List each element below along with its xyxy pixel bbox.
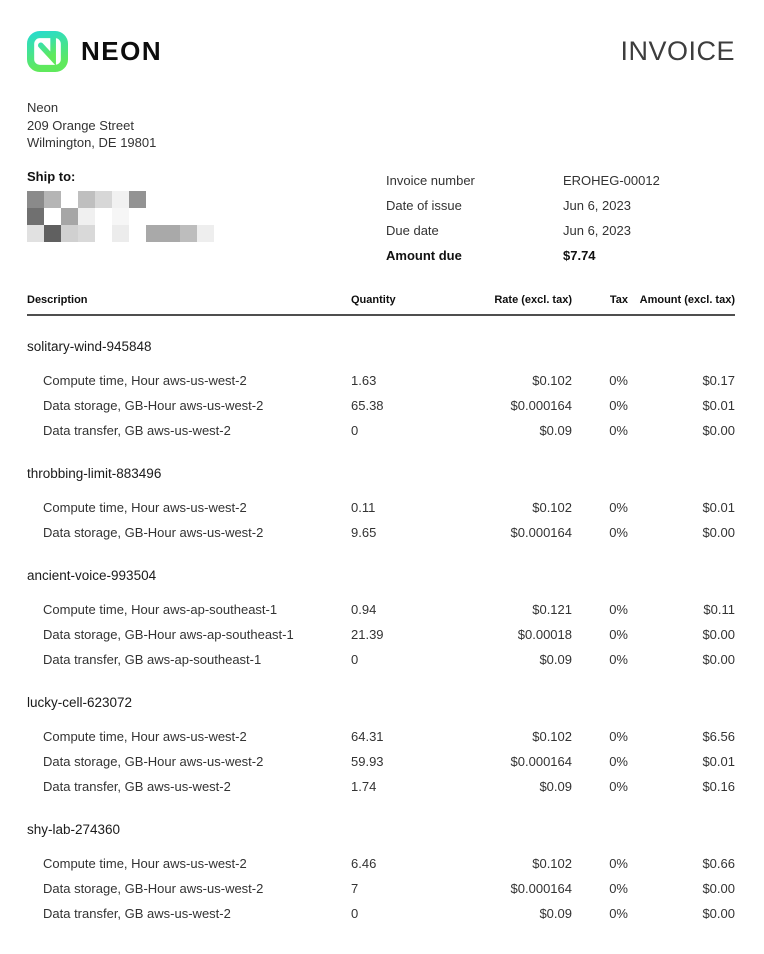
item-rate: $0.09 bbox=[539, 905, 572, 921]
line-item-row bbox=[27, 647, 735, 672]
brand bbox=[27, 31, 162, 72]
item-quantity: 0.11 bbox=[351, 499, 376, 515]
item-quantity: 0.94 bbox=[351, 601, 377, 617]
item-amount: $0.66 bbox=[702, 855, 735, 871]
redacted-pixel bbox=[44, 208, 61, 225]
item-description: Data storage, GB-Hour aws-us-west-2 bbox=[43, 753, 264, 769]
item-quantity: 7 bbox=[351, 880, 359, 896]
item-tax: 0% bbox=[609, 422, 628, 438]
project-group bbox=[27, 465, 735, 545]
redacted-pixel bbox=[197, 208, 214, 225]
project-group-title: ancient-voice-993504 bbox=[27, 567, 157, 583]
redacted-pixel bbox=[61, 208, 78, 225]
item-tax: 0% bbox=[609, 778, 628, 794]
line-item-row bbox=[27, 622, 735, 647]
item-amount: $0.00 bbox=[702, 626, 735, 642]
brand-wordmark: NEON bbox=[81, 35, 163, 66]
item-tax: 0% bbox=[609, 499, 628, 515]
item-tax: 0% bbox=[609, 880, 628, 896]
item-quantity: 21.39 bbox=[351, 626, 384, 642]
redacted-pixel bbox=[112, 208, 129, 225]
company-street: 209 Orange Street bbox=[27, 117, 134, 133]
redacted-pixel bbox=[44, 225, 61, 242]
item-description: Compute time, Hour aws-us-west-2 bbox=[43, 499, 247, 515]
item-rate: $0.121 bbox=[532, 601, 572, 617]
item-amount: $6.56 bbox=[702, 728, 735, 744]
item-rate: $0.09 bbox=[539, 422, 572, 438]
redacted-pixel bbox=[112, 225, 129, 242]
item-description: Data storage, GB-Hour aws-us-west-2 bbox=[43, 397, 264, 413]
header bbox=[27, 30, 735, 72]
line-item-row bbox=[27, 876, 735, 901]
item-amount: $0.00 bbox=[702, 905, 735, 921]
item-amount: $0.16 bbox=[702, 778, 735, 794]
redacted-pixel bbox=[197, 225, 214, 242]
redacted-pixel bbox=[163, 225, 180, 242]
company-address bbox=[27, 99, 735, 152]
redacted-pixel bbox=[163, 191, 180, 208]
line-item-row bbox=[27, 749, 735, 774]
redacted-pixel bbox=[78, 191, 95, 208]
line-item-row bbox=[27, 774, 735, 799]
item-amount: $0.01 bbox=[702, 753, 735, 769]
redacted-pixel bbox=[180, 208, 197, 225]
item-quantity: 6.46 bbox=[351, 855, 377, 871]
redacted-pixel bbox=[146, 191, 163, 208]
redacted-pixel bbox=[180, 225, 197, 242]
item-amount: $0.17 bbox=[702, 372, 735, 388]
line-item-row bbox=[27, 368, 735, 393]
redacted-pixel bbox=[61, 191, 78, 208]
project-group-title: solitary-wind-945848 bbox=[27, 338, 152, 354]
line-item-row bbox=[27, 724, 735, 749]
redacted-pixel bbox=[27, 208, 44, 225]
item-rate: $0.09 bbox=[539, 651, 572, 667]
col-header-tax: Tax bbox=[609, 293, 628, 306]
redacted-pixel bbox=[146, 208, 163, 225]
redacted-pixel bbox=[95, 225, 112, 242]
line-items-body bbox=[27, 338, 735, 926]
due-date-value: Jun 6, 2023 bbox=[563, 222, 631, 238]
project-group-title: lucky-cell-623072 bbox=[27, 694, 133, 710]
item-amount: $0.00 bbox=[702, 524, 735, 540]
item-tax: 0% bbox=[609, 651, 628, 667]
item-tax: 0% bbox=[609, 524, 628, 540]
project-group-rows bbox=[27, 851, 735, 926]
item-quantity: 0 bbox=[351, 651, 359, 667]
redacted-pixel bbox=[27, 225, 44, 242]
item-rate: $0.000164 bbox=[510, 397, 572, 413]
invoice-number-value: EROHEG-00012 bbox=[563, 172, 660, 188]
item-rate: $0.09 bbox=[539, 778, 572, 794]
amount-due-value: $7.74 bbox=[563, 247, 596, 263]
redacted-pixel bbox=[180, 191, 197, 208]
item-description: Compute time, Hour aws-us-west-2 bbox=[43, 728, 247, 744]
item-quantity: 65.38 bbox=[351, 397, 384, 413]
line-item-row bbox=[27, 901, 735, 926]
item-quantity: 1.63 bbox=[351, 372, 377, 388]
item-tax: 0% bbox=[609, 728, 628, 744]
invoice-details bbox=[386, 168, 660, 268]
line-item-row bbox=[27, 597, 735, 622]
item-rate: $0.00018 bbox=[517, 626, 572, 642]
ship-to-section bbox=[27, 168, 386, 268]
ship-to-label: Ship to: bbox=[27, 168, 76, 184]
redacted-pixel bbox=[129, 225, 146, 242]
meta-section bbox=[27, 168, 735, 268]
item-amount: $0.00 bbox=[702, 651, 735, 667]
item-rate: $0.000164 bbox=[510, 880, 572, 896]
line-item-row bbox=[27, 520, 735, 545]
line-item-row bbox=[27, 393, 735, 418]
col-header-amount: Amount (excl. tax) bbox=[639, 293, 735, 306]
redacted-pixel bbox=[44, 191, 61, 208]
project-group bbox=[27, 694, 735, 799]
line-item-row bbox=[27, 418, 735, 443]
col-header-description: Description bbox=[27, 293, 88, 306]
item-tax: 0% bbox=[609, 372, 628, 388]
project-group bbox=[27, 338, 735, 443]
item-description: Data transfer, GB aws-us-west-2 bbox=[43, 905, 231, 921]
item-quantity: 59.93 bbox=[351, 753, 384, 769]
project-group bbox=[27, 821, 735, 926]
redacted-pixel bbox=[78, 225, 95, 242]
redacted-pixel bbox=[146, 225, 163, 242]
redacted-pixel bbox=[129, 208, 146, 225]
item-quantity: 64.31 bbox=[351, 728, 384, 744]
date-of-issue-value: Jun 6, 2023 bbox=[563, 197, 631, 213]
item-rate: $0.102 bbox=[532, 855, 572, 871]
redacted-pixel bbox=[112, 191, 129, 208]
item-tax: 0% bbox=[609, 626, 628, 642]
table-header-row bbox=[27, 294, 735, 316]
item-amount: $0.00 bbox=[702, 422, 735, 438]
project-group-rows bbox=[27, 368, 735, 443]
item-description: Compute time, Hour aws-us-west-2 bbox=[43, 372, 247, 388]
item-rate: $0.000164 bbox=[510, 753, 572, 769]
item-rate: $0.102 bbox=[532, 728, 572, 744]
item-rate: $0.102 bbox=[532, 372, 572, 388]
col-header-rate: Rate (excl. tax) bbox=[494, 293, 572, 306]
project-group-rows bbox=[27, 724, 735, 799]
item-description: Compute time, Hour aws-ap-southeast-1 bbox=[43, 601, 278, 617]
redacted-pixel bbox=[197, 191, 214, 208]
ship-to-redacted bbox=[27, 191, 386, 242]
line-item-row bbox=[27, 495, 735, 520]
item-rate: $0.102 bbox=[532, 499, 572, 515]
item-quantity: 1.74 bbox=[351, 778, 377, 794]
company-name: Neon bbox=[27, 100, 59, 115]
item-tax: 0% bbox=[609, 397, 628, 413]
neon-logo-icon bbox=[27, 31, 68, 72]
project-group-rows bbox=[27, 495, 735, 545]
item-quantity: 9.65 bbox=[351, 524, 377, 540]
item-tax: 0% bbox=[609, 753, 628, 769]
item-tax: 0% bbox=[609, 855, 628, 871]
redacted-pixel bbox=[163, 208, 180, 225]
item-amount: $0.01 bbox=[702, 397, 735, 413]
redacted-pixel bbox=[95, 208, 112, 225]
redacted-pixel bbox=[95, 191, 112, 208]
date-of-issue-label: Date of issue bbox=[386, 197, 462, 213]
project-group-rows bbox=[27, 597, 735, 672]
item-quantity: 0 bbox=[351, 905, 359, 921]
item-description: Data transfer, GB aws-us-west-2 bbox=[43, 778, 231, 794]
redacted-pixel bbox=[78, 208, 95, 225]
item-amount: $0.00 bbox=[702, 880, 735, 896]
item-quantity: 0 bbox=[351, 422, 359, 438]
redacted-pixel bbox=[129, 191, 146, 208]
invoice-number-label: Invoice number bbox=[386, 172, 475, 188]
line-items-table bbox=[27, 294, 735, 926]
project-group bbox=[27, 567, 735, 672]
company-city-line: Wilmington, DE 19801 bbox=[27, 135, 157, 150]
item-description: Data transfer, GB aws-ap-southeast-1 bbox=[43, 651, 262, 667]
item-description: Data storage, GB-Hour aws-ap-southeast-1 bbox=[43, 626, 294, 642]
col-header-quantity: Quantity bbox=[351, 293, 396, 306]
line-item-row bbox=[27, 851, 735, 876]
item-amount: $0.11 bbox=[703, 601, 735, 617]
project-group-title: shy-lab-274360 bbox=[27, 821, 121, 837]
item-description: Compute time, Hour aws-us-west-2 bbox=[43, 855, 247, 871]
item-tax: 0% bbox=[609, 905, 628, 921]
amount-due-label: Amount due bbox=[386, 247, 462, 263]
redacted-pixel bbox=[27, 191, 44, 208]
item-description: Data transfer, GB aws-us-west-2 bbox=[43, 422, 231, 438]
item-description: Data storage, GB-Hour aws-us-west-2 bbox=[43, 524, 264, 540]
redacted-pixel bbox=[61, 225, 78, 242]
item-amount: $0.01 bbox=[702, 499, 735, 515]
item-description: Data storage, GB-Hour aws-us-west-2 bbox=[43, 880, 264, 896]
invoice-title: INVOICE bbox=[620, 35, 735, 66]
project-group-title: throbbing-limit-883496 bbox=[27, 465, 162, 481]
item-rate: $0.000164 bbox=[510, 524, 572, 540]
item-tax: 0% bbox=[609, 601, 628, 617]
due-date-label: Due date bbox=[386, 222, 439, 238]
